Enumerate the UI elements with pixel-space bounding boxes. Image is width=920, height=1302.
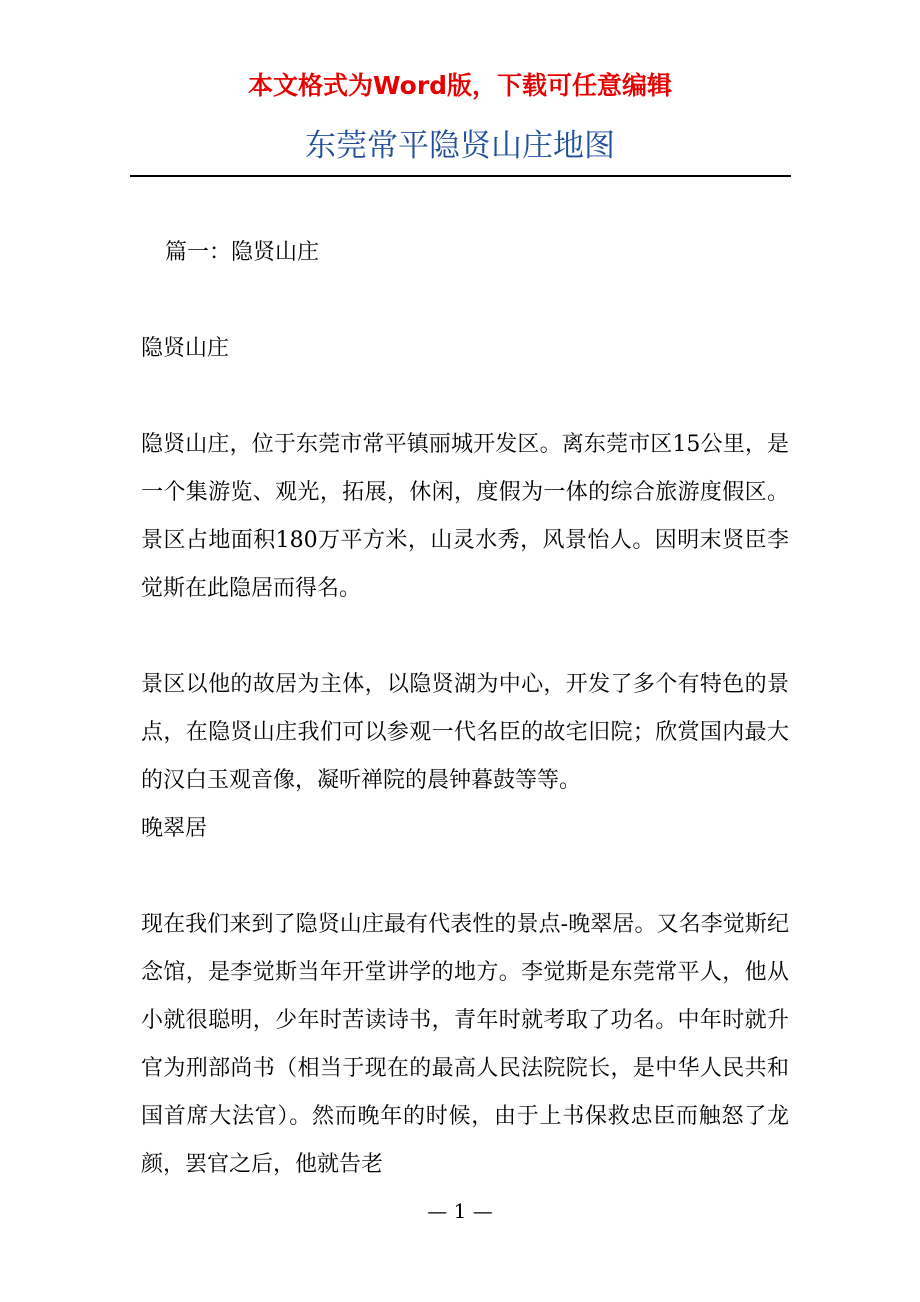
paragraph-scenic-spots: 景区以他的故居为主体，以隐贤湖为中心，开发了多个有特色的景点，在隐贤山庄我们可以参观一代名臣的故宅旧院；欣赏国内最大的汉白玉观音像，凝听禅院的晨钟暮鼓等等。 [141,672,789,793]
paragraph-gap [141,373,789,421]
paragraph-gap [141,853,789,901]
paragraph-intro: 隐贤山庄，位于东莞市常平镇丽城开发区。离东莞市区15公里，是一个集游览、观光，拓展，休闲，度假为一体的综合旅游度假区。景区占地面积180万平方米，山灵水秀，风景怡人。因明末贤臣李觉斯在此隐居而得名。 [141,432,789,601]
document-title: 东莞常平隐贤山庄地图 [305,128,615,164]
page-number: — 1 — [427,1199,493,1223]
subheading: 隐贤山庄 [141,336,230,361]
title-divider [130,175,791,177]
section-heading: 篇一：隐贤山庄 [165,240,320,265]
paragraph-gap [141,613,789,661]
paragraph-gap [141,277,789,325]
paragraph-wancui-description: 现在我们来到了隐贤山庄最有代表性的景点-晚翠居。又名李觉斯纪念馆，是李觉斯当年开堂讲学的地方。李觉斯是东莞常平人，他从小就很聪明，少年时苦读诗书，青年时就考取了功名。中年时就升官为刑部尚书（相当于现在的最高人民法院院长，是中华人民共和国首席大法官）。然而晚年的时候，由于上书保救忠臣而触怒了龙颜，罢官之后，他就告老 [141,912,789,1177]
paragraph-wancui-heading: 晚翠居 [141,816,208,841]
document-body [141,229,789,1189]
format-notice-banner: 本文格式为Word版，下载可任意编辑 [247,71,673,100]
